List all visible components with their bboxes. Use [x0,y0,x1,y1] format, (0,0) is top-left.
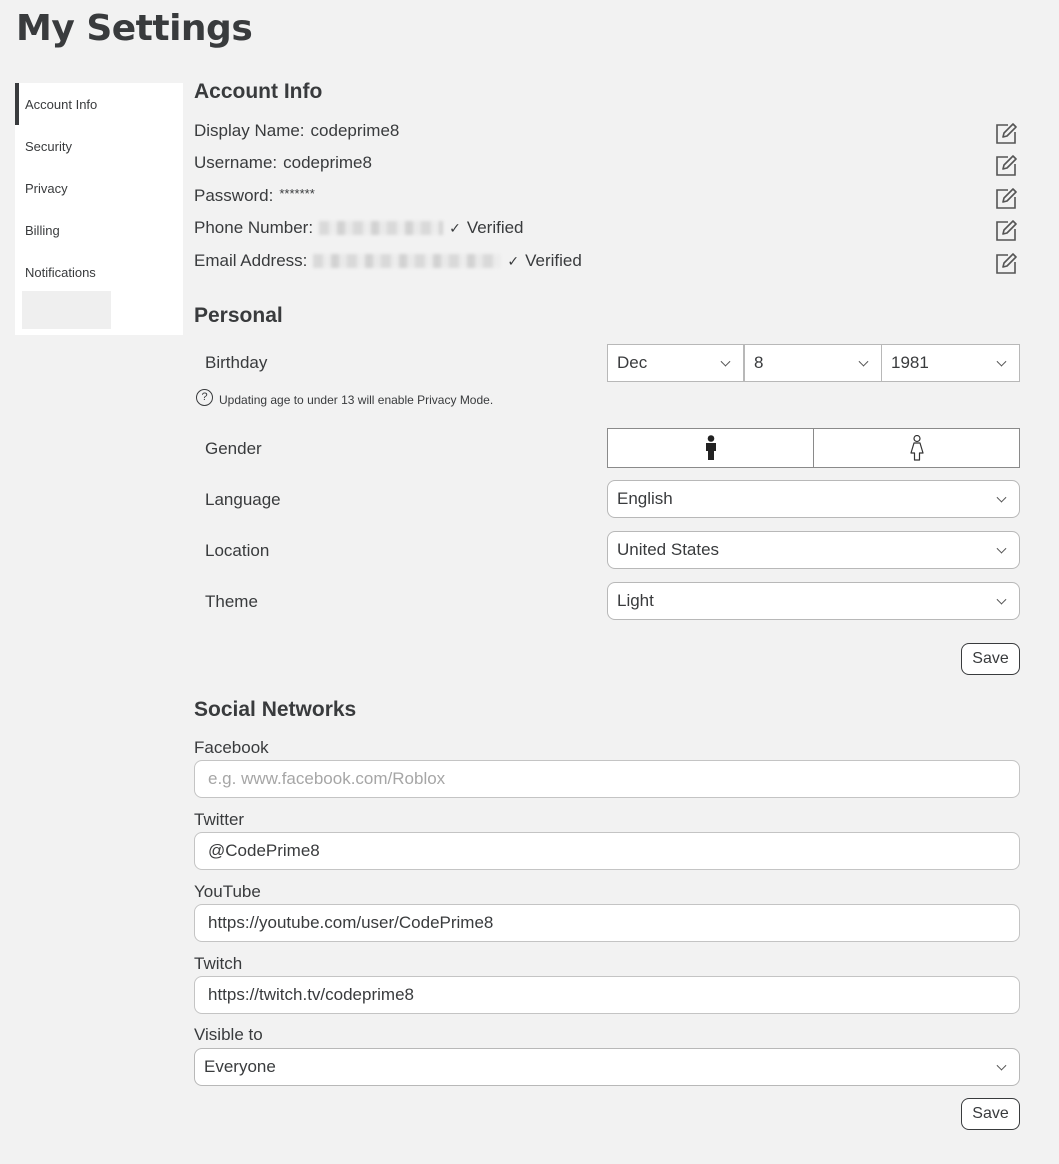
password-value: ******* [279,185,315,201]
password-row [194,184,315,208]
youtube-input[interactable] [194,904,1020,942]
sidebar-item-notifications[interactable]: Notifications [25,264,96,280]
birthday-year-select[interactable] [881,344,1020,382]
gender-label: Gender [205,439,262,458]
chevron-down-icon [997,1061,1007,1071]
sidebar-item-billing[interactable]: Billing [25,222,60,238]
facebook-input[interactable] [194,760,1020,798]
display-name-label: Display Name: [194,121,305,140]
theme-value: Light [617,591,654,610]
social-save-button[interactable]: Save [961,1098,1020,1130]
birthday-month-value: Dec [617,353,648,372]
password-label: Password: [194,186,274,205]
chevron-down-icon [859,357,869,367]
chevron-down-icon [997,357,1007,367]
display-name-value: codeprime8 [310,121,400,140]
email-label: Email Address: [194,251,308,270]
edit-icon [993,251,1019,277]
phone-verified-status: Verified [466,218,524,237]
birthday-day-select[interactable] [744,344,882,382]
personal-heading: Personal [194,304,283,327]
age-hint [196,393,493,407]
birthday-year-value: 1981 [891,353,929,372]
username-value: codeprime8 [283,153,372,172]
gender-male-button[interactable] [608,429,813,467]
language-label: Language [205,490,281,509]
username-row [194,151,372,175]
edit-username-button[interactable] [993,153,1019,179]
birthday-month-select[interactable] [607,344,744,382]
location-select[interactable] [607,531,1020,569]
sidebar-item-account-info[interactable]: Account Info [15,83,183,125]
theme-label: Theme [205,592,258,611]
username-label: Username: [194,153,278,172]
chevron-down-icon [997,493,1007,503]
phone-row [194,216,524,240]
birthday-day-value: 8 [754,353,764,372]
language-select[interactable] [607,480,1020,518]
twitch-label: Twitch [194,954,243,973]
settings-sidebar [15,83,183,335]
edit-phone-button[interactable] [993,218,1019,244]
social-networks-heading: Social Networks [194,698,357,721]
youtube-label: YouTube [194,882,261,901]
chevron-down-icon [997,595,1007,605]
sidebar-item-hidden[interactable] [22,291,111,329]
birthday-label: Birthday [205,353,268,372]
twitter-label: Twitter [194,810,245,829]
page-title: My Settings [16,8,253,49]
visible-to-value: Everyone [204,1057,276,1076]
edit-icon [993,218,1019,244]
edit-icon [993,153,1019,179]
edit-icon [993,121,1019,147]
male-icon [704,435,718,461]
gender-selector [607,428,1020,468]
account-info-heading: Account Info [194,80,323,103]
twitter-input[interactable] [194,832,1020,870]
help-circle-icon: ? [196,389,213,406]
age-hint-text: Updating age to under 13 will enable Privacy Mode. [219,393,494,407]
language-value: English [617,489,673,508]
sidebar-item-security[interactable]: Security [25,138,72,154]
chevron-down-icon [997,544,1007,554]
edit-display-name-button[interactable] [993,121,1019,147]
theme-select[interactable] [607,582,1020,620]
sidebar-item-privacy[interactable]: Privacy [25,180,68,196]
visible-to-label: Visible to [194,1025,263,1044]
email-row [194,249,582,273]
email-value-redacted [313,254,501,268]
check-icon: ✓ [449,219,461,236]
edit-email-button[interactable] [993,251,1019,277]
visible-to-select[interactable] [194,1048,1020,1086]
edit-password-button[interactable] [993,186,1019,212]
edit-icon [993,186,1019,212]
phone-value-redacted [319,221,443,235]
gender-female-button[interactable] [813,429,1019,467]
check-icon: ✓ [507,252,520,269]
female-icon [909,435,925,461]
phone-label: Phone Number: [194,218,314,237]
email-verified-status: Verified [525,251,582,270]
twitch-input[interactable] [194,976,1020,1014]
display-name-row [194,119,399,143]
location-value: United States [617,540,720,559]
chevron-down-icon [721,357,731,367]
facebook-label: Facebook [194,738,269,757]
personal-save-button[interactable]: Save [961,643,1020,675]
location-label: Location [205,541,270,560]
